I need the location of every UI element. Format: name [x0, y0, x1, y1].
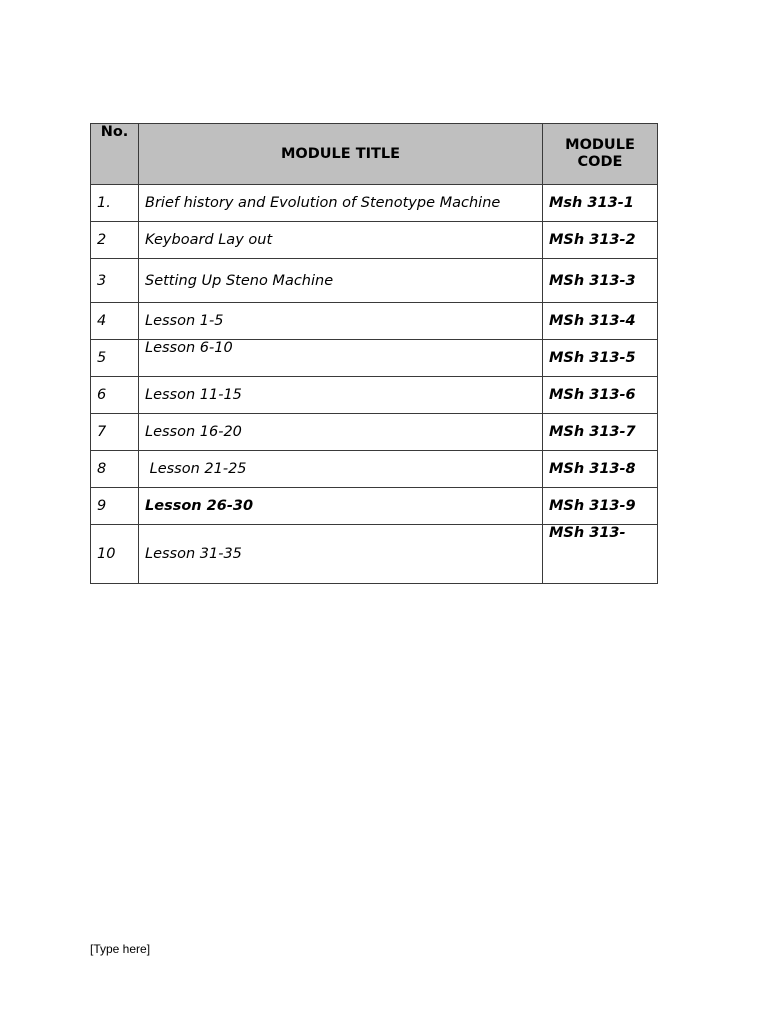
table-row	[91, 451, 658, 488]
table-row	[91, 414, 658, 451]
row-module-code: MSh 313-4	[543, 303, 658, 340]
row-module-code: MSh 313-	[543, 525, 658, 584]
row-module-title: Lesson 6-10	[139, 340, 543, 377]
table-row	[91, 303, 658, 340]
row-module-code: MSh 313-5	[543, 340, 658, 377]
row-module-code: MSh 313-2	[543, 222, 658, 259]
header-module-code-line1: MODULE	[565, 137, 635, 154]
table-row	[91, 525, 658, 584]
table-row	[91, 340, 658, 377]
table-row	[91, 259, 658, 303]
row-module-code: MSh 313-8	[543, 451, 658, 488]
row-module-title: Lesson 16-20	[139, 414, 543, 451]
row-number: 3	[91, 259, 139, 303]
footer-placeholder[interactable]: [Type here]	[90, 942, 151, 956]
row-module-code: MSh 313-7	[543, 414, 658, 451]
row-module-code: MSh 313-9	[543, 488, 658, 525]
row-number: 4	[91, 303, 139, 340]
header-no: No.	[91, 124, 139, 185]
row-number: 2	[91, 222, 139, 259]
row-module-title: Lesson 26-30	[139, 488, 543, 525]
row-module-title: Lesson 31-35	[139, 525, 543, 584]
row-number: 10	[91, 525, 139, 584]
header-module-code	[543, 124, 658, 185]
row-module-title: Brief history and Evolution of Stenotype Machine	[139, 185, 543, 222]
row-number: 7	[91, 414, 139, 451]
row-module-code: Msh 313-1	[543, 185, 658, 222]
row-number: 1.	[91, 185, 139, 222]
row-module-title: Lesson 21-25	[139, 451, 543, 488]
header-module-title: MODULE TITLE	[139, 124, 543, 185]
row-number: 9	[91, 488, 139, 525]
row-number: 5	[91, 340, 139, 377]
table-row	[91, 488, 658, 525]
row-module-title: Lesson 11-15	[139, 377, 543, 414]
table-header-row	[91, 124, 658, 185]
row-module-title: Setting Up Steno Machine	[139, 259, 543, 303]
row-module-title: Keyboard Lay out	[139, 222, 543, 259]
module-table	[90, 123, 658, 584]
row-module-code: MSh 313-6	[543, 377, 658, 414]
row-module-code: MSh 313-3	[543, 259, 658, 303]
table-row	[91, 377, 658, 414]
table-row	[91, 222, 658, 259]
header-module-code-line2: CODE	[577, 154, 623, 170]
table-row	[91, 185, 658, 222]
row-number: 8	[91, 451, 139, 488]
row-number: 6	[91, 377, 139, 414]
row-module-title: Lesson 1-5	[139, 303, 543, 340]
